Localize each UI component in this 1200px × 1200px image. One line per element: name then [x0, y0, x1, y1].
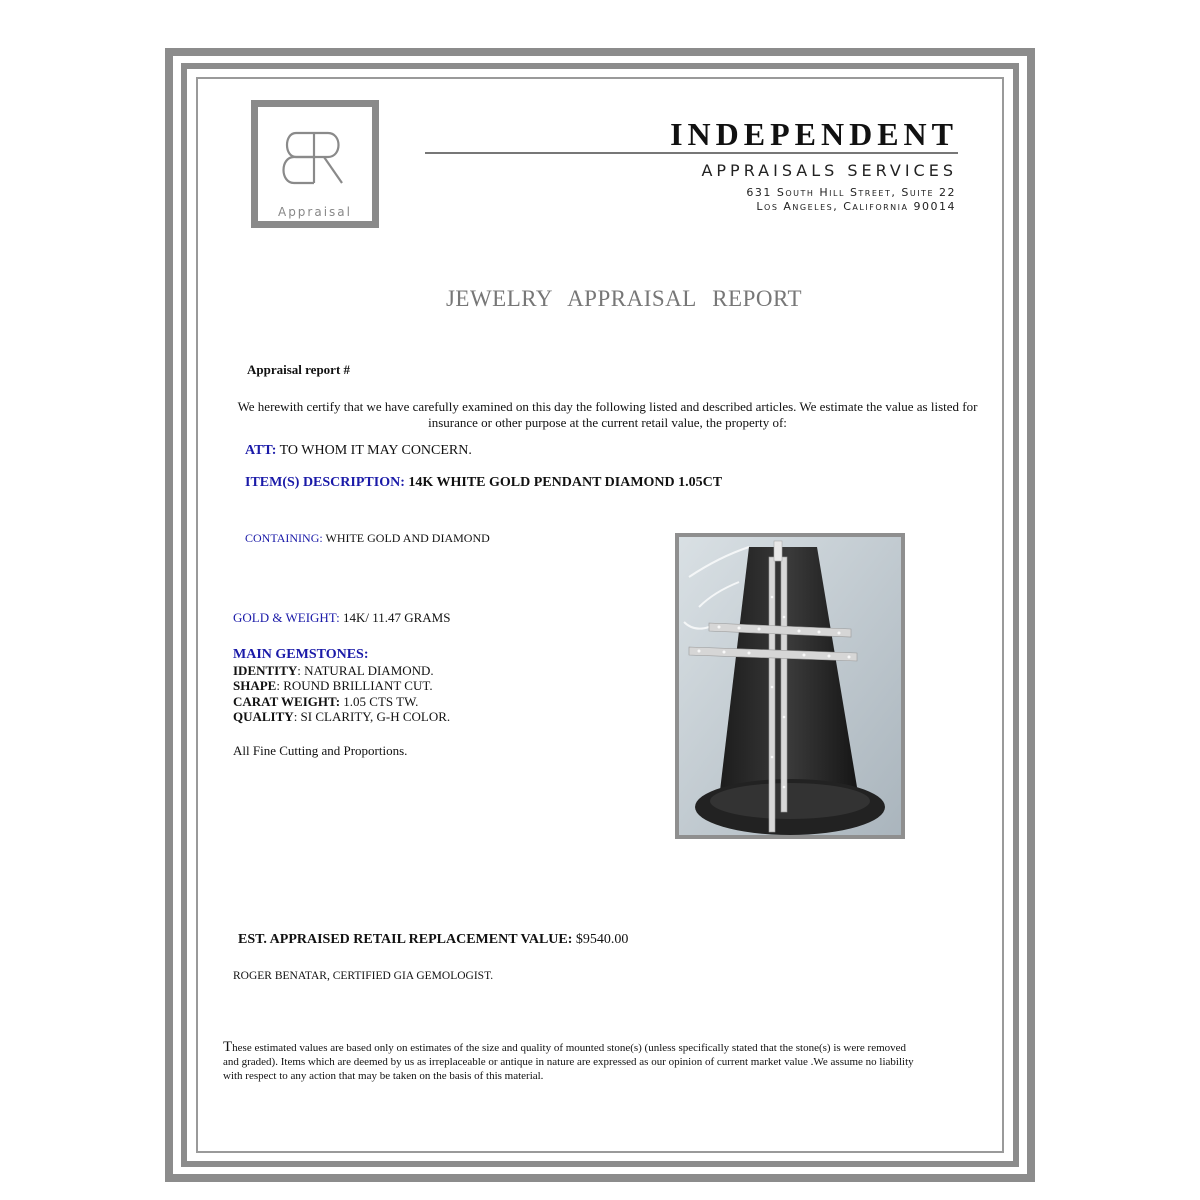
pendant-photo [675, 533, 905, 839]
shape-value: : ROUND BRILLIANT CUT. [276, 678, 433, 693]
address-line-2: Los Angeles, California 90014 [756, 200, 956, 213]
item-description [245, 475, 722, 491]
shape-line [233, 678, 450, 694]
disclaimer-text [223, 1040, 923, 1083]
gemstones-heading: MAIN GEMSTONES: [233, 647, 369, 662]
att-value: TO WHOM IT MAY CONCERN. [276, 443, 472, 458]
identity-value: : NATURAL DIAMOND. [297, 662, 434, 678]
identity-label: IDENTITY [233, 662, 298, 678]
gold-label: GOLD & WEIGHT: [233, 610, 340, 625]
value-amount: $9540.00 [572, 932, 629, 947]
containing-line [245, 531, 490, 546]
appraisal-logo [251, 100, 379, 228]
carat-value: 1.05 CTS TW. [340, 693, 419, 709]
gold-weight-line [233, 610, 450, 626]
att-label: ATT: [245, 443, 277, 458]
gold-value: 14K/ 11.47 GRAMS [339, 610, 451, 625]
letterhead-rule [425, 152, 958, 154]
disclaimer-initial: T [223, 1039, 233, 1055]
br-monogram-icon [258, 127, 372, 189]
att-line [245, 443, 472, 459]
quality-value: : SI CLARITY, G-H COLOR. [293, 709, 451, 724]
report-title: JEWELRY APPRAISAL REPORT [445, 286, 803, 311]
quality-label: QUALITY [233, 709, 294, 724]
carat-line [233, 694, 450, 710]
address-line-1: 631 South Hill Street, Suite 22 [746, 186, 956, 199]
containing-label: CONTAINING: [245, 531, 323, 545]
containing-value: WHITE GOLD AND DIAMOND [322, 531, 490, 545]
disclaimer-body: hese estimated values are based only on estimates of the size and quality of mounted stone(s) (unless specifically stated that the stone(s) is were removed and graded). Items which are deemed by us as irreplaceable or antique in nature are expressed as our opinion of current market value .We assume no liability with respect to any action that may be taken on the basis of this material. [223, 1042, 914, 1082]
quality-line [233, 709, 450, 725]
certification-text: We herewith certify that we have carefully examined on this day the following listed and described articles. We estimate the value as listed for insurance or other purpose at the current retail value, the property of: [237, 399, 978, 430]
cutting-note: All Fine Cutting and Proportions. [233, 743, 408, 758]
value-label: EST. APPRAISED RETAIL REPLACEMENT VALUE: [238, 932, 573, 947]
company-subtitle: APPRAISALS SERVICES [701, 161, 957, 180]
item-label: ITEM(S) DESCRIPTION: [245, 475, 405, 490]
report-number-label: Appraisal report # [247, 362, 351, 377]
appraised-value-line [238, 932, 628, 948]
gemologist-signature: ROGER BENATAR, CERTIFIED GIA GEMOLOGIST. [233, 970, 494, 982]
gemstones-block [233, 647, 450, 725]
identity-line [233, 663, 450, 679]
logo-label: Appraisal [277, 205, 352, 219]
carat-label: CARAT WEIGHT: [233, 693, 341, 709]
shape-label: SHAPE [233, 678, 277, 693]
item-value: 14K WHITE GOLD PENDANT DIAMOND 1.05CT [404, 475, 723, 490]
pendant-image [679, 537, 901, 835]
company-address [560, 186, 956, 214]
company-name: INDEPENDENT [670, 116, 958, 152]
